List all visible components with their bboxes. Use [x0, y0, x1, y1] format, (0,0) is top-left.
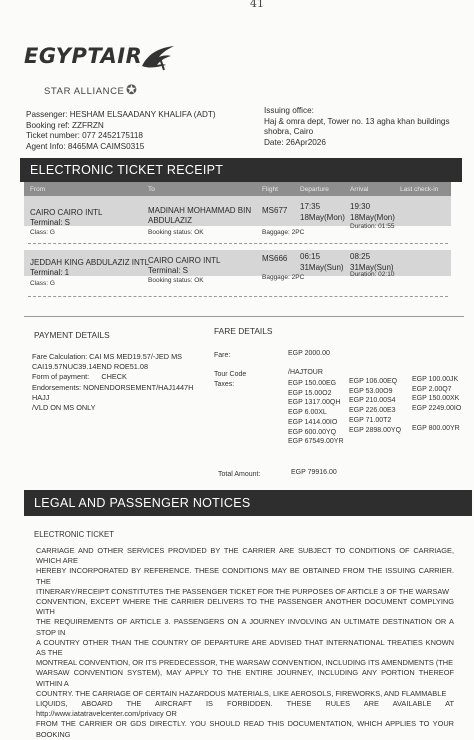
- seg2-booking-status: Booking status: OK: [148, 277, 204, 284]
- seg1-baggage: Baggage: 2PC: [262, 229, 305, 236]
- seg1-to-line2: ABDULAZIZ: [148, 216, 193, 225]
- tax-item: EGP 2249.00IO: [412, 405, 462, 413]
- tax-item: EGP 1317.00QH: [288, 399, 341, 407]
- seg2-baggage: Baggage: 2PC: [262, 274, 305, 281]
- seg2-from-terminal: Terminal: 1: [30, 268, 70, 277]
- electronic-ticket-heading: ELECTRONIC TICKET: [34, 530, 115, 539]
- section-divider: [24, 316, 464, 317]
- passenger-name: Passenger: HESHAM ELSAADANY KHALIFA (ADT): [26, 110, 216, 119]
- issue-date: Date: 26Apr2026: [264, 137, 326, 147]
- legal-line: THE REQUIREMENTS OF ARTICLE 3. PASSENGERS ON A JOURNEY INVOLVING AN ULTIMATE DESTINATION OR A STOP IN: [36, 617, 454, 637]
- receipt-title-bar: [20, 158, 462, 182]
- agent-info: Agent Info: 8465MA CAIMS0315: [26, 141, 145, 151]
- payment-details: [32, 352, 212, 413]
- seg1-from: CAIRO CAIRO INTL: [30, 208, 103, 217]
- legal-line: FROM THE CARRIER OR GDS DIRECTLY. YOU SHOULD READ THIS DOCUMENTATION, WHICH APPLIES TO YOUR BOOKING: [36, 719, 454, 739]
- col-to: To: [148, 186, 155, 193]
- issuing-office-city: shobra, Cairo: [264, 127, 314, 137]
- seg1-to: MADINAH MOHAMMAD BIN: [148, 206, 252, 215]
- tour-code-value: /HAJTOUR: [288, 369, 323, 376]
- tax-item: EGP 53.00O9: [349, 387, 393, 395]
- tax-item: EGP 6.00XL: [288, 409, 327, 417]
- seg1-arr-time: 19:30: [350, 202, 371, 211]
- form-of-payment: Form of payment: CHECK: [32, 372, 127, 382]
- star-alliance-icon: ✪: [126, 82, 137, 97]
- tax-item: EGP 1414.00IO: [288, 418, 338, 426]
- issuing-office-address: Haj & omra dept, Tower no. 13 agha khan buildings: [264, 116, 450, 126]
- tax-item: EGP 600.00YQ: [288, 428, 337, 436]
- segment-divider: [28, 243, 448, 244]
- legal-notice-text: [36, 546, 454, 740]
- seg2-dep-time: 06:15: [300, 252, 321, 261]
- seg2-from: JEDDAH KING ABDULAZIZ INTL: [30, 258, 150, 267]
- tax-item-empty: [412, 414, 461, 424]
- egyptair-logo: [24, 44, 174, 80]
- legal-notices-bar: [24, 490, 472, 516]
- col-arrival: Arrival: [350, 186, 369, 193]
- legal-line: HEREBY INCORPORATED BY REFERENCE. THESE CONDITIONS MAY BE OBTAINED FROM THE ISSUING CARRIER. THE: [36, 566, 454, 586]
- seg1-booking-status: Booking status: OK: [148, 229, 204, 236]
- tax-item: EGP 2.00Q7: [412, 385, 452, 393]
- segment-divider: [28, 296, 448, 297]
- seg2-flight: MS666: [262, 254, 288, 263]
- tax-item: EGP 71.00T2: [349, 416, 392, 424]
- total-amount-label: Total Amount:: [218, 471, 261, 478]
- ticket-number: Ticket number: 077 2452175118: [26, 131, 143, 141]
- endorsements: Endorsements: NONENDORSEMENT/HAJ1447H HAJJ: [32, 382, 194, 402]
- seg1-dep-time: 17:35: [300, 202, 321, 211]
- booking-ref: Booking ref: ZZFRZN: [26, 120, 104, 130]
- endorsements-cont: /VLD ON MS ONLY: [32, 403, 96, 413]
- tax-item: EGP 800.00YR: [412, 424, 460, 432]
- tax-item: EGP 210.00S4: [349, 397, 396, 405]
- seg1-flight: MS677: [262, 206, 288, 215]
- fare-value: EGP 2000.00: [288, 350, 330, 357]
- legal-line: CONVENTION, EXCEPT WHERE THE CARRIER DELIVERS TO THE PASSENGER ANOTHER DOCUMENT COMPLYING WITH: [36, 597, 454, 617]
- seg1-arr-date: 18May(Mon): [350, 213, 395, 222]
- total-amount-value: EGP 79916.00: [291, 469, 337, 476]
- legal-line: WARSAW CONVENTION SYSTEM), MAY APPLY TO THE ENTIRE JOURNEY, INCLUDING ANY PORTION THEREOF WITHIN A: [36, 668, 454, 688]
- col-flight: Flight: [262, 186, 278, 193]
- handwritten-page-number: 41: [250, 0, 264, 10]
- seg1-class: Class: G: [30, 229, 55, 236]
- payment-details-title: PAYMENT DETAILS: [34, 330, 110, 340]
- taxes-col-3: [412, 375, 461, 433]
- col-departure: Departure: [300, 186, 329, 193]
- tax-item: EGP 15.00O2: [288, 389, 332, 397]
- tax-item: EGP 150.00EG: [288, 380, 337, 387]
- seg2-dep-date: 31May(Sun): [300, 263, 344, 272]
- legal-line: LIQUIDS, ABOARD THE AIRCRAFT IS FORBIDDEN. THESE RULES ARE AVAILABLE AT http://www.iatatravelcenter.com/privacy OR: [36, 699, 454, 719]
- col-last-checkin: Last check-in: [400, 186, 439, 193]
- tax-item: EGP 150.00XK: [412, 395, 460, 403]
- seg1-from-terminal: Terminal: S: [30, 218, 71, 227]
- fare-calculation: Fare Calculation: CAI MS MED19.57/-JED MS: [32, 352, 183, 361]
- seg2-arr-time: 08:25: [350, 252, 371, 261]
- taxes-col-2: [349, 377, 401, 435]
- seg2-to: CAIRO CAIRO INTL: [148, 256, 221, 265]
- tour-code-label: Tour Code: [214, 371, 247, 378]
- tax-item: EGP 226.00E3: [349, 407, 396, 415]
- fare-details-title: FARE DETAILS: [214, 326, 273, 336]
- legal-line: CARRIAGE AND OTHER SERVICES PROVIDED BY THE CARRIER ARE SUBJECT TO CONDITIONS OF CARRIAGE, WHICH ARE: [36, 546, 454, 566]
- segment-row-1: [24, 196, 451, 226]
- seg1-duration: Duration: 01:55: [350, 223, 395, 230]
- passenger-info: [26, 110, 256, 152]
- legal-line: COUNTRY. THE CARRIAGE OF CERTAIN HAZARDOUS MATERIALS, LIKE AEROSOLS, FIREWORKS, AND FLAMMABLE: [36, 688, 447, 698]
- fare-label: Fare:: [214, 352, 231, 359]
- horus-falcon-icon: [140, 44, 176, 72]
- col-from: From: [30, 186, 46, 193]
- legal-line: MONTREAL CONVENTION, OR ITS PREDECESSOR, THE WARSAW CONVENTION, INCLUDING ITS AMENDMENTS (THE: [36, 658, 454, 668]
- tax-item: EGP 67549.00YR: [288, 438, 344, 446]
- receipt-title: ELECTRONIC TICKET RECEIPT: [30, 163, 224, 177]
- tax-item: EGP 2898.00YQ: [349, 426, 402, 434]
- brand-name: EGYPTAIR: [24, 44, 143, 68]
- tax-item: EGP 106.00EQ: [349, 378, 398, 385]
- legal-line: A COUNTRY OTHER THAN THE COUNTRY OF DEPARTURE ARE ADVISED THAT INTERNATIONAL TREATIES KNOWN AS THE: [36, 637, 454, 658]
- star-alliance-label: STAR ALLIANCE: [44, 86, 125, 97]
- legal-notices-title: LEGAL AND PASSENGER NOTICES: [34, 496, 251, 510]
- seg2-class: Class: G: [30, 280, 55, 287]
- segment-header-row: [24, 182, 451, 196]
- fare-calculation-cont: CAI19.57NUC39.14END ROE51.08: [32, 362, 148, 372]
- issuing-office-label: Issuing office:: [264, 106, 314, 115]
- tax-item: EGP 100.00JK: [412, 376, 459, 383]
- taxes-label: Taxes:: [214, 381, 235, 388]
- seg2-duration: Duration: 02:10: [350, 271, 395, 278]
- seg2-to-terminal: Terminal: S: [148, 266, 189, 275]
- legal-line: ITINERARY/RECEIPT CONSTITUTES THE PASSENGER TICKET FOR THE PURPOSES OF ARTICLE 3 OF THE WARSAW: [36, 586, 449, 596]
- seg2-arr-date: 31May(Sun): [350, 263, 394, 272]
- issuing-office: [264, 106, 474, 148]
- taxes-col-1: [288, 379, 344, 447]
- seg1-dep-date: 18May(Mon): [300, 213, 345, 222]
